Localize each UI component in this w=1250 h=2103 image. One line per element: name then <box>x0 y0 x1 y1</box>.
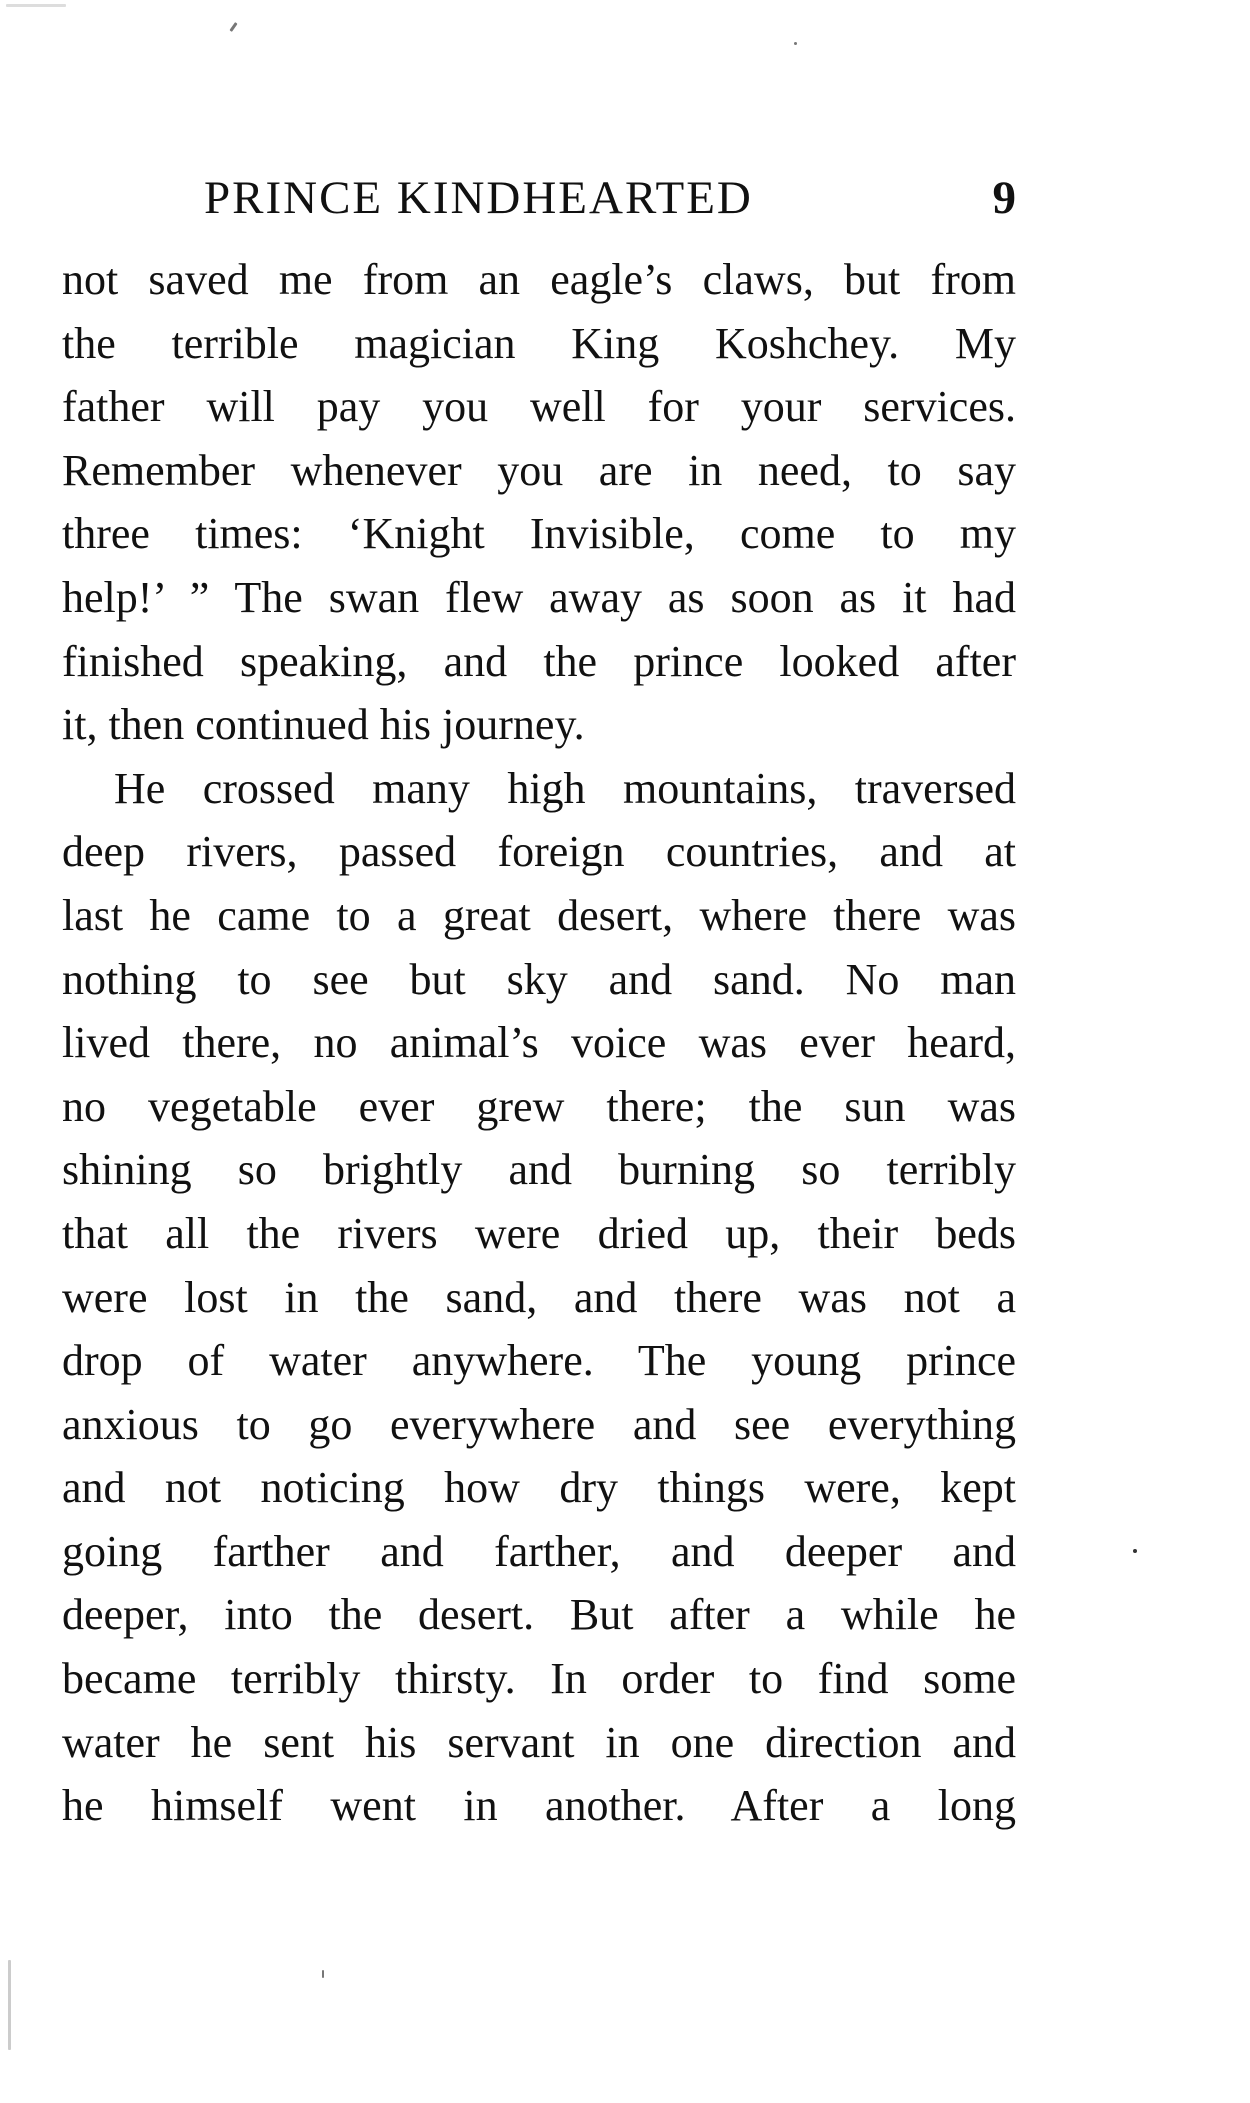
text-line: drop of water anywhere. The young prince <box>62 1336 1016 1386</box>
text-line: and not noticing how dry things were, kept <box>62 1463 1016 1513</box>
text-line: help!’ ” The swan flew away as soon as it had <box>62 572 1016 622</box>
scan-speck <box>229 22 237 32</box>
text-line: no vegetable ever grew there; the sun was <box>62 1081 1016 1131</box>
text-line: Remember whenever you are in need, to say <box>62 445 1016 495</box>
text-line: nothing to see but sky and sand. No man <box>62 954 1016 1004</box>
text-line: finished speaking, and the prince looked after <box>62 636 1016 686</box>
text-line: lived there, no animal’s voice was ever heard, <box>62 1018 1016 1068</box>
text-line: going farther and farther, and deeper and <box>62 1526 1016 1576</box>
text-line: deep rivers, passed foreign countries, and at <box>62 827 1016 877</box>
text-line: water he sent his servant in one direction and <box>62 1717 1016 1767</box>
text-line: not saved me from an eagle’s claws, but from <box>62 255 1016 304</box>
text-line: father will pay you well for your services. <box>62 382 1016 432</box>
scan-speck <box>6 4 66 7</box>
text-line: became terribly thirsty. In order to find some <box>62 1654 1016 1704</box>
text-line: were lost in the sand, and there was not a <box>62 1272 1016 1322</box>
scan-speck <box>322 1970 324 1978</box>
running-title: PRINCE KINDHEARTED <box>204 172 753 224</box>
scan-speck <box>794 42 797 45</box>
text-line: that all the rivers were dried up, their beds <box>62 1208 1016 1258</box>
page-header <box>62 168 1016 228</box>
text-line: three times: ‘Knight Invisible, come to my <box>62 509 1016 559</box>
body-text <box>62 248 1016 1838</box>
text-line: deeper, into the desert. But after a while he <box>62 1590 1016 1640</box>
text-line: last he came to a great desert, where there was <box>62 890 1016 940</box>
scan-speck <box>1133 1549 1137 1553</box>
text-line: he himself went in another. After a long <box>62 1781 1016 1831</box>
text-line: the terrible magician King Koshchey. My <box>62 318 1016 368</box>
text-line: anxious to go everywhere and see everything <box>62 1399 1016 1449</box>
scan-speck <box>8 1960 11 2050</box>
page-number: 9 <box>992 172 1016 224</box>
text-line: He crossed many high mountains, traversed <box>114 763 1016 813</box>
text-line: shining so brightly and burning so terribly <box>62 1145 1016 1195</box>
text-line: it, then continued his journey. <box>62 700 585 750</box>
